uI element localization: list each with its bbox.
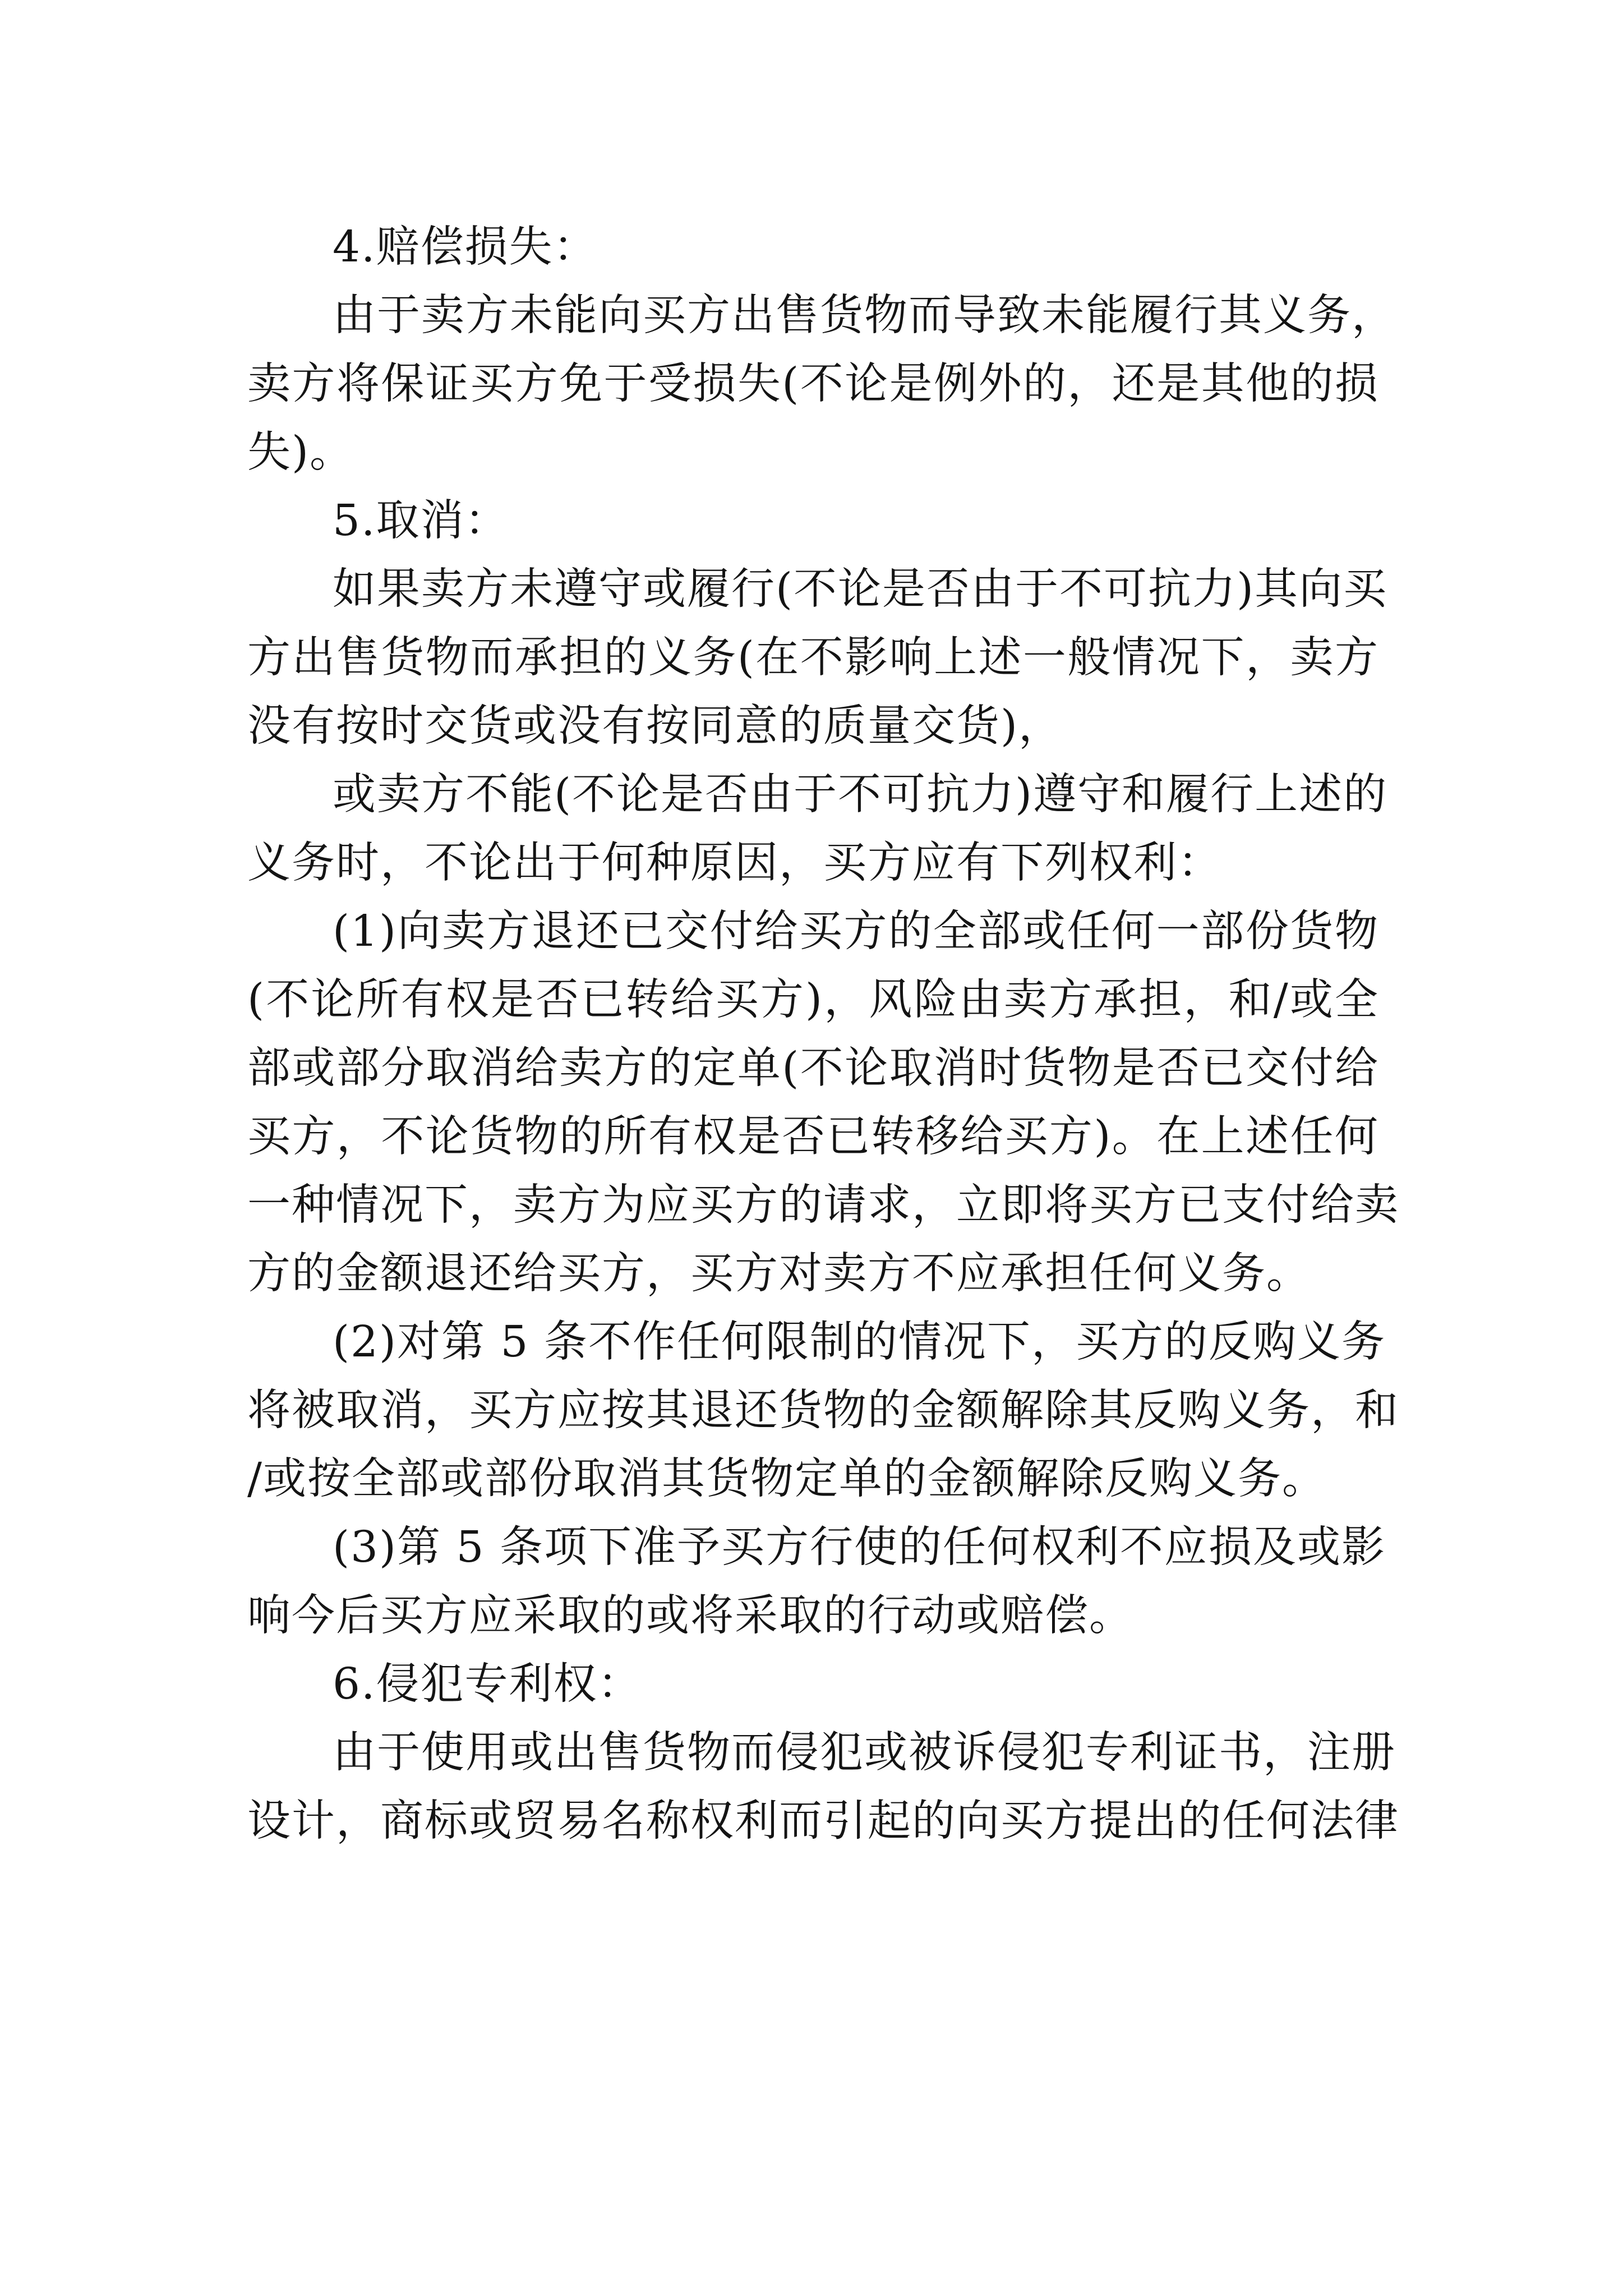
clause-3-line: (3)第 5 条项下准予买方行使的任何权利不应损及或影 (333, 1522, 1386, 1572)
clause-1-line: (不论所有权是否已转给买方)，风险由卖方承担，和/或全 (247, 975, 1379, 1025)
clause-3-line: 响今后买方应采取的或将采取的行动或赔偿。 (247, 1591, 1133, 1641)
clause-1-line: (1)向卖方退还已交付给买方的全部或任何一部份货物 (333, 907, 1379, 956)
paragraph-line: 设计，商标或贸易名称权利而引起的向买方提出的任何法律 (247, 1796, 1399, 1846)
paragraph-line: 方出售货物而承担的义务(在不影响上述一般情况下，卖方 (247, 633, 1379, 683)
clause-1-line: 部或部分取消给卖方的定单(不论取消时货物是否已交付给 (247, 1043, 1379, 1093)
paragraph-line: 由于卖方未能向买方出售货物而导致未能履行其义务， (333, 291, 1396, 341)
paragraph-line: 没有按时交货或没有按同意的质量交货)， (247, 701, 1063, 751)
paragraph-line: 或卖方不能(不论是否由于不可抗力)遵守和履行上述的 (333, 770, 1388, 820)
paragraph-line: 如果卖方未遵守或履行(不论是否由于不可抗力)其向买 (333, 564, 1388, 614)
paragraph-line: 由于使用或出售货物而侵犯或被诉侵犯专利证书，注册 (333, 1728, 1396, 1778)
clause-1-line: 方的金额退还给买方，买方对卖方不应承担任何义务。 (247, 1249, 1311, 1299)
paragraph-line: 卖方将保证买方免于受损失(不论是例外的，还是其他的损 (247, 359, 1379, 409)
clause-2-line: /或按全部或部份取消其货物定单的金额解除反购义务。 (247, 1454, 1326, 1504)
heading-patent-infringement: 6.侵犯专利权： (333, 1659, 642, 1709)
paragraph-line: 义务时，不论出于何种原因，买方应有下列权利： (247, 838, 1222, 888)
heading-compensation: 4.赔偿损失： (333, 222, 598, 272)
heading-cancellation: 5.取消： (333, 496, 509, 546)
clause-2-line: (2)对第 5 条不作任何限制的情况下，买方的反购义务 (333, 1317, 1386, 1367)
clause-2-line: 将被取消，买方应按其退还货物的金额解除其反购义务，和 (247, 1386, 1399, 1435)
paragraph-line: 失)。 (247, 427, 354, 477)
clause-1-line: 一种情况下，卖方为应买方的请求，立即将买方已支付给卖 (247, 1180, 1399, 1230)
clause-1-line: 买方，不论货物的所有权是否已转移给买方)。在上述任何 (247, 1112, 1379, 1162)
